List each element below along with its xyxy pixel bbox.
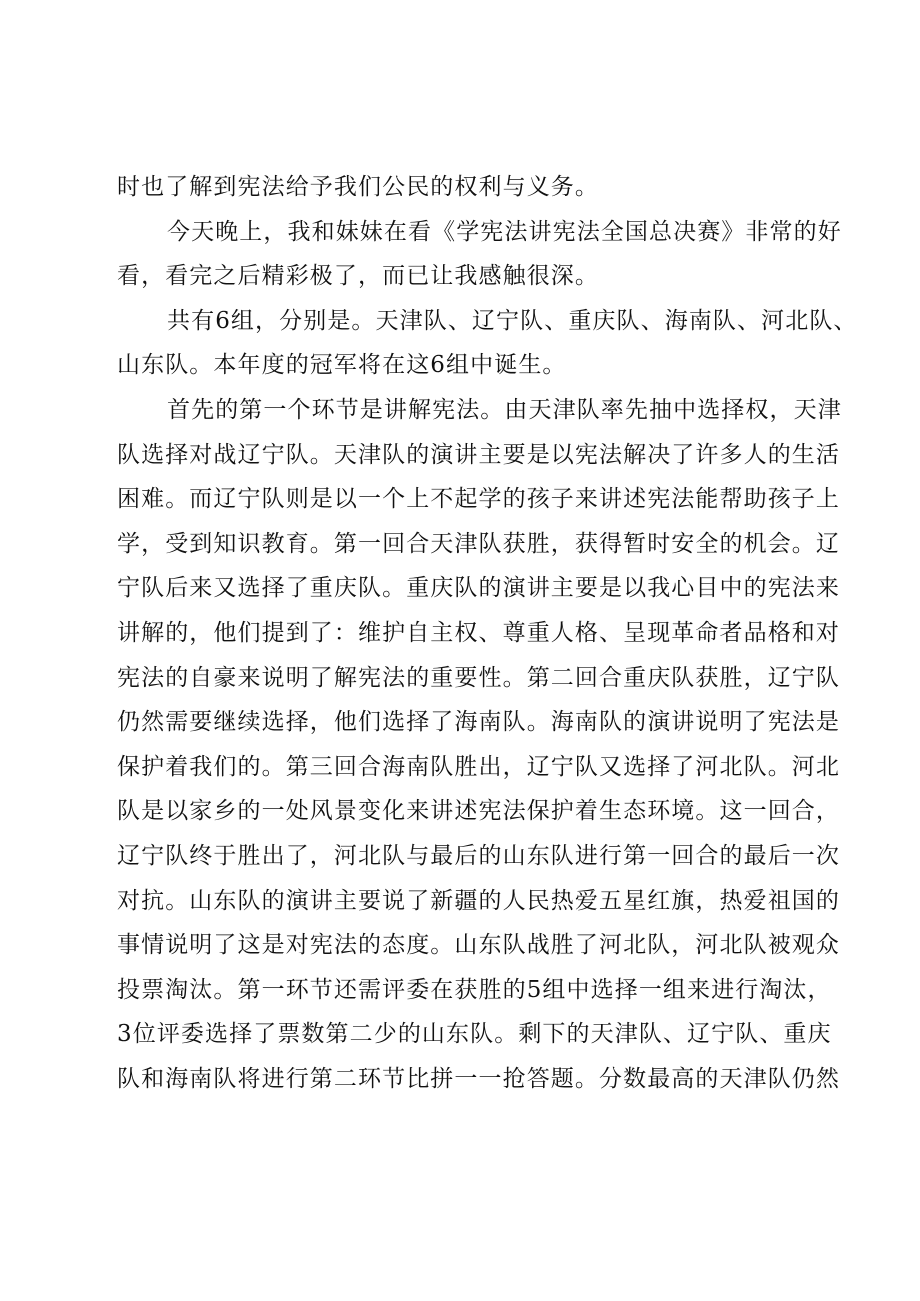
paragraph-start-line: 共有6组，分别是。天津队、辽宁队、重庆队、海南队、河北队、 bbox=[167, 307, 858, 334]
text-line: 队是以家乡的一处风景变化来讲述宪法保护着生态环境。这一回合， bbox=[117, 798, 840, 825]
text-line: 投票淘汰。第一环节还需评委在获胜的5组中选择一组来进行淘汰， bbox=[117, 976, 832, 1003]
text-line: 辽宁队终于胜出了，河北队与最后的山东队进行第一回合的最后一次 bbox=[117, 842, 840, 869]
paragraph-start-line: 首先的第一个环节是讲解宪法。由天津队率先抽中选择权，天津 bbox=[167, 396, 842, 423]
text-line: 宪法的自豪来说明了解宪法的重要性。第二回合重庆队获胜，辽宁队 bbox=[117, 664, 840, 691]
text-line: 山东队。本年度的冠军将在这6组中诞生。 bbox=[117, 352, 567, 379]
paragraph-start-line: 今天晚上，我和妹妹在看《学宪法讲宪法全国总决赛》非常的好 bbox=[167, 218, 842, 245]
text-line: 3位评委选择了票数第二少的山东队。剩下的天津队、辽宁队、重庆 bbox=[117, 1021, 832, 1048]
text-line: 宁队后来又选择了重庆队。重庆队的演讲主要是以我心目中的宪法来 bbox=[117, 575, 840, 602]
text-line: 队和海南队将进行第二环节比拼一一抢答题。分数最高的天津队仍然 bbox=[117, 1065, 840, 1092]
text-line: 队选择对战辽宁队。天津队的演讲主要是以宪法解决了许多人的生活 bbox=[117, 441, 840, 468]
text-line: 讲解的，他们提到了：维护自主权、尊重人格、呈现革命者品格和对 bbox=[117, 619, 840, 646]
document-body bbox=[117, 165, 858, 1101]
text-line: 仍然需要继续选择，他们选择了海南队。海南队的演讲说明了宪法是 bbox=[117, 709, 840, 736]
text-line: 看，看完之后精彩极了，而已让我感触很深。 bbox=[117, 263, 599, 290]
text-line: 事情说明了这是对宪法的态度。山东队战胜了河北队，河北队被观众 bbox=[117, 932, 840, 959]
text-line: 学，受到知识教育。第一回合天津队获胜，获得暂时安全的机会。辽 bbox=[117, 530, 840, 557]
text-line: 时也了解到宪法给予我们公民的权利与义务。 bbox=[117, 174, 599, 200]
text-line: 困难。而辽宁队则是以一个上不起学的孩子来讲述宪法能帮助孩子上 bbox=[117, 486, 840, 513]
text-line: 保护着我们的。第三回合海南队胜出，辽宁队又选择了河北队。河北 bbox=[117, 753, 840, 780]
text-line: 对抗。山东队的演讲主要说了新疆的人民热爱五星红旗，热爱祖国的 bbox=[117, 887, 840, 914]
